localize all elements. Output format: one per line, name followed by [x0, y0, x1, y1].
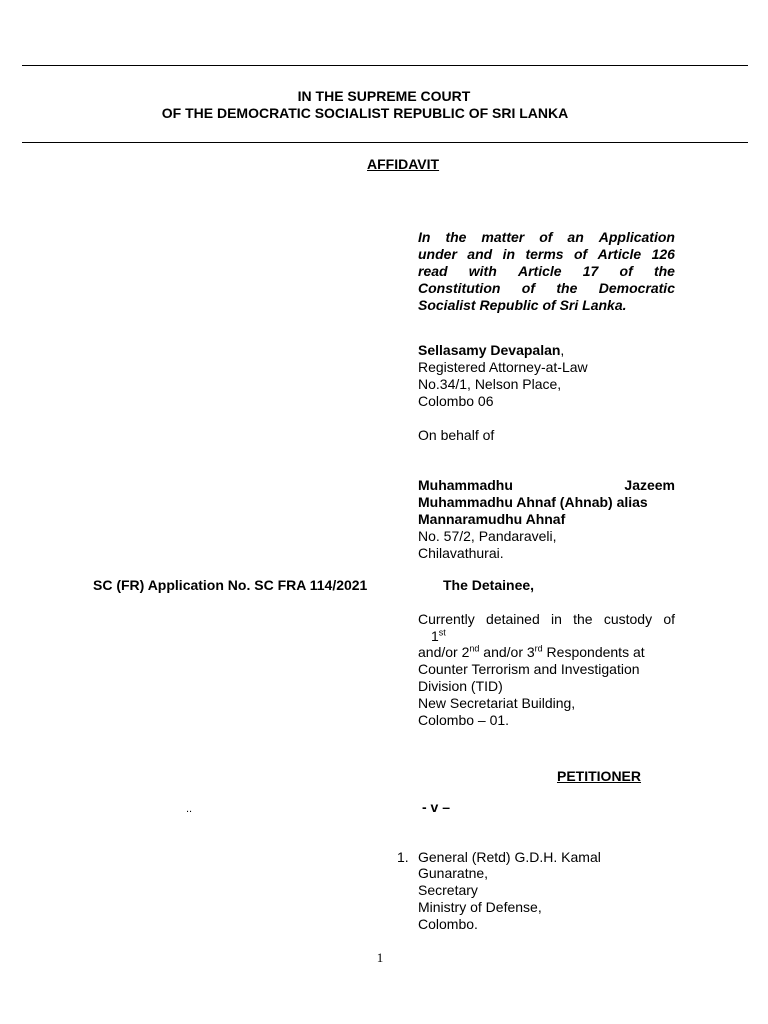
detainee-name-line1: Muhammadhu Jazeem — [418, 477, 675, 493]
detainee-address-line2: Chilavathurai. — [418, 545, 504, 561]
attorney-address-line2: Colombo 06 — [418, 393, 494, 409]
top-rule — [22, 65, 748, 66]
respondent-line4: Ministry of Defense, — [418, 899, 542, 915]
on-behalf-of: On behalf of — [418, 427, 495, 443]
custody-line2: 1st — [431, 627, 446, 644]
application-number: SC (FR) Application No. SC FRA 114/2021 — [93, 577, 368, 593]
matter-line: In the matter of an Application — [418, 229, 675, 245]
respondent-line1: General (Retd) G.D.H. Kamal — [418, 849, 601, 865]
matter-line: Constitution of the Democratic — [418, 280, 675, 296]
custody-line5: Division (TID) — [418, 678, 503, 694]
custody-line6: New Secretariat Building, — [418, 695, 576, 711]
respondent-line5: Colombo. — [418, 916, 478, 932]
document-title: AFFIDAVIT — [367, 156, 440, 172]
page-number: 1 — [376, 950, 384, 965]
respondent-line2: Gunaratne, — [418, 865, 489, 881]
detainee-address-line1: No. 57/2, Pandaraveli, — [418, 528, 557, 544]
dots-mark: .. — [186, 803, 193, 815]
matter-paragraph — [418, 229, 675, 314]
petitioner-label: PETITIONER — [557, 768, 642, 784]
court-heading-line1: IN THE SUPREME COURT — [297, 88, 471, 104]
respondent-line3: Secretary — [418, 882, 478, 898]
attorney-address-line1: No.34/1, Nelson Place, — [418, 376, 562, 392]
custody-line1: Currently detained in the custody of — [418, 611, 675, 627]
matter-line: under and in terms of Article 126 — [418, 246, 675, 262]
versus-label: - v – — [422, 799, 451, 815]
header-rule — [22, 142, 748, 143]
attorney-name-line: Sellasamy Devapalan, — [418, 342, 565, 358]
custody-line7: Colombo – 01. — [418, 712, 510, 728]
detainee-name-line2: Muhammadhu Ahnaf (Ahnab) alias — [418, 494, 648, 510]
detainee-label: The Detainee, — [443, 577, 535, 593]
matter-line: read with Article 17 of the — [418, 263, 675, 279]
matter-line: Socialist Republic of Sri Lanka. — [418, 297, 627, 313]
attorney-name: Sellasamy Devapalan — [418, 342, 561, 358]
custody-line3: and/or 2nd and/or 3rd Respondents at — [418, 643, 645, 660]
court-heading-line2: OF THE DEMOCRATIC SOCIALIST REPUBLIC OF SRI LANKA — [161, 105, 569, 121]
attorney-designation: Registered Attorney-at-Law — [418, 359, 588, 375]
respondent-number: 1. — [397, 849, 409, 865]
custody-line4: Counter Terrorism and Investigation — [418, 661, 640, 677]
detainee-name-line3: Mannaramudhu Ahnaf — [418, 511, 566, 527]
